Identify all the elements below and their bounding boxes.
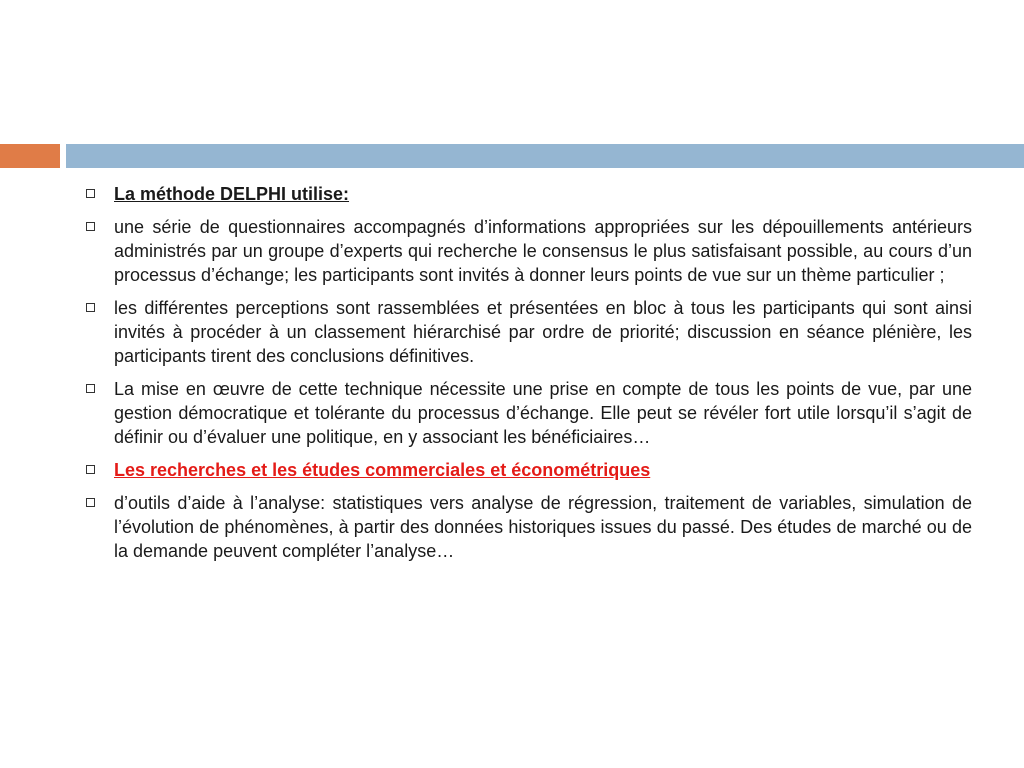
- bullet-item-outils: [86, 491, 972, 563]
- accent-bar-blue: [66, 144, 1024, 168]
- bullet-item-delphi-heading: [86, 182, 972, 206]
- bullet-text: d’outils d’aide à l’analyse: statistiques vers analyse de régression, traitement de variables, simulation de l’évolution de phénomènes, à partir des données historiques issues du passé. Des études de marché ou de la demande peuvent compléter l’analyse…: [114, 493, 972, 561]
- slide-content: [86, 182, 972, 572]
- square-bullet-icon: [86, 189, 95, 198]
- bullet-item-mise-en-oeuvre: [86, 377, 972, 449]
- bullet-text: La mise en œuvre de cette technique nécessite une prise en compte de tous les points de vue, par une gestion démocratique et tolérante du processus d’échange. Elle peut se révéler fort utile lorsqu’il s’agit de définir ou d’évaluer une politique, en y associant les bénéficiaires…: [114, 379, 972, 447]
- bullet-item-recherches-heading: [86, 458, 972, 482]
- square-bullet-icon: [86, 384, 95, 393]
- bullet-item-questionnaires: [86, 215, 972, 287]
- bullet-text: les différentes perceptions sont rassemblées et présentées en bloc à tous les participants qui sont ainsi invités à procéder à un classement hiérarchisé par ordre de priorité; discussion en séance plénière, les participants tirent des conclusions définitives.: [114, 298, 972, 366]
- square-bullet-icon: [86, 465, 95, 474]
- bullet-text: Les recherches et les études commerciales et économétriques: [114, 460, 651, 480]
- bullet-text: une série de questionnaires accompagnés d’informations appropriées sur les dépouillements antérieurs administrés par un groupe d’experts qui recherche le consensus le plus satisfaisant possible, au cours d’un processus d’échange; les participants sont invités à donner leurs points de vue sur un thème particulier ;: [114, 217, 972, 285]
- square-bullet-icon: [86, 303, 95, 312]
- bullet-text: La méthode DELPHI utilise:: [114, 184, 350, 204]
- square-bullet-icon: [86, 498, 95, 507]
- square-bullet-icon: [86, 222, 95, 231]
- bullet-item-perceptions: [86, 296, 972, 368]
- accent-bar-orange: [0, 144, 60, 168]
